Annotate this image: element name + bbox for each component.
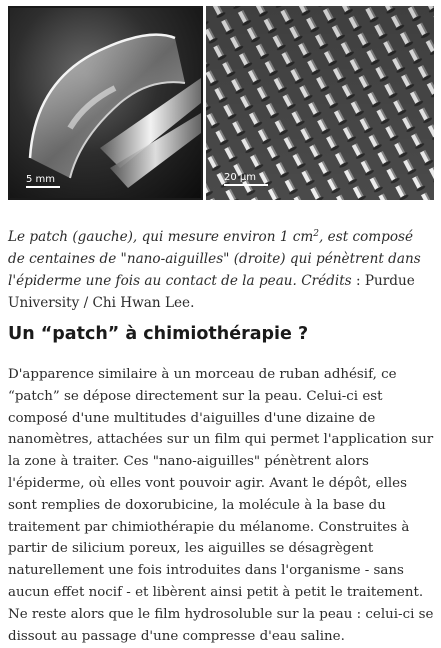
article-figure [8, 6, 434, 200]
right-scale-bar [224, 172, 268, 186]
caption-text: Le patch (gauche), qui mesure environ 1 cm [8, 229, 314, 245]
caption-superscript: 2 [313, 229, 320, 239]
right-scale-label: 20 µm [224, 172, 257, 183]
section-heading: Un “patch” à chimiothérapie ? [8, 324, 309, 344]
patch-photo [8, 6, 203, 200]
article-paragraph: D'apparence similaire à un morceau de ruban adhésif, ce “patch” se dépose directement sur la peau. Celui-ci est composé d'une multitudes d'aiguilles d'une dizaine de nanomètres, attachées sur un film qui permet l'application sur la zone à traiter. Ces "nano-aiguilles" pénètrent alors l'épiderme, où elles vont pouvoir agir. Avant le dépôt, elles sont remplies de doxorubicine, la molécule à la base du traitement par chimiothérapie du mélanome. Construites à partir de silicium poreux, les aiguilles se désagrègent naturellement une fois introduites dans l'organisme - sans aucun effet nocif - et libèrent ainsi petit à petit le traitement. Ne reste alors que le film hydrosoluble sur la peau : celui-ci se dissout au passage d'une compresse d'eau saline. [8, 367, 434, 644]
left-scale-bar [26, 174, 60, 188]
left-scale-label: 5 mm [26, 174, 56, 185]
tweezers-holding-patch-illustration [10, 8, 201, 198]
nano-needles-micrograph [206, 6, 434, 200]
figure-caption [8, 226, 433, 314]
caption-text-continued: , est composé de centaines de "nano-aiguilles" (droite) qui pénètrent dans l'épiderme une fois au contact de la peau. Crédits [8, 229, 421, 289]
caption-credit: : Purdue University / Chi Hwan Lee. [8, 273, 415, 311]
microneedle-array-illustration [206, 6, 434, 200]
